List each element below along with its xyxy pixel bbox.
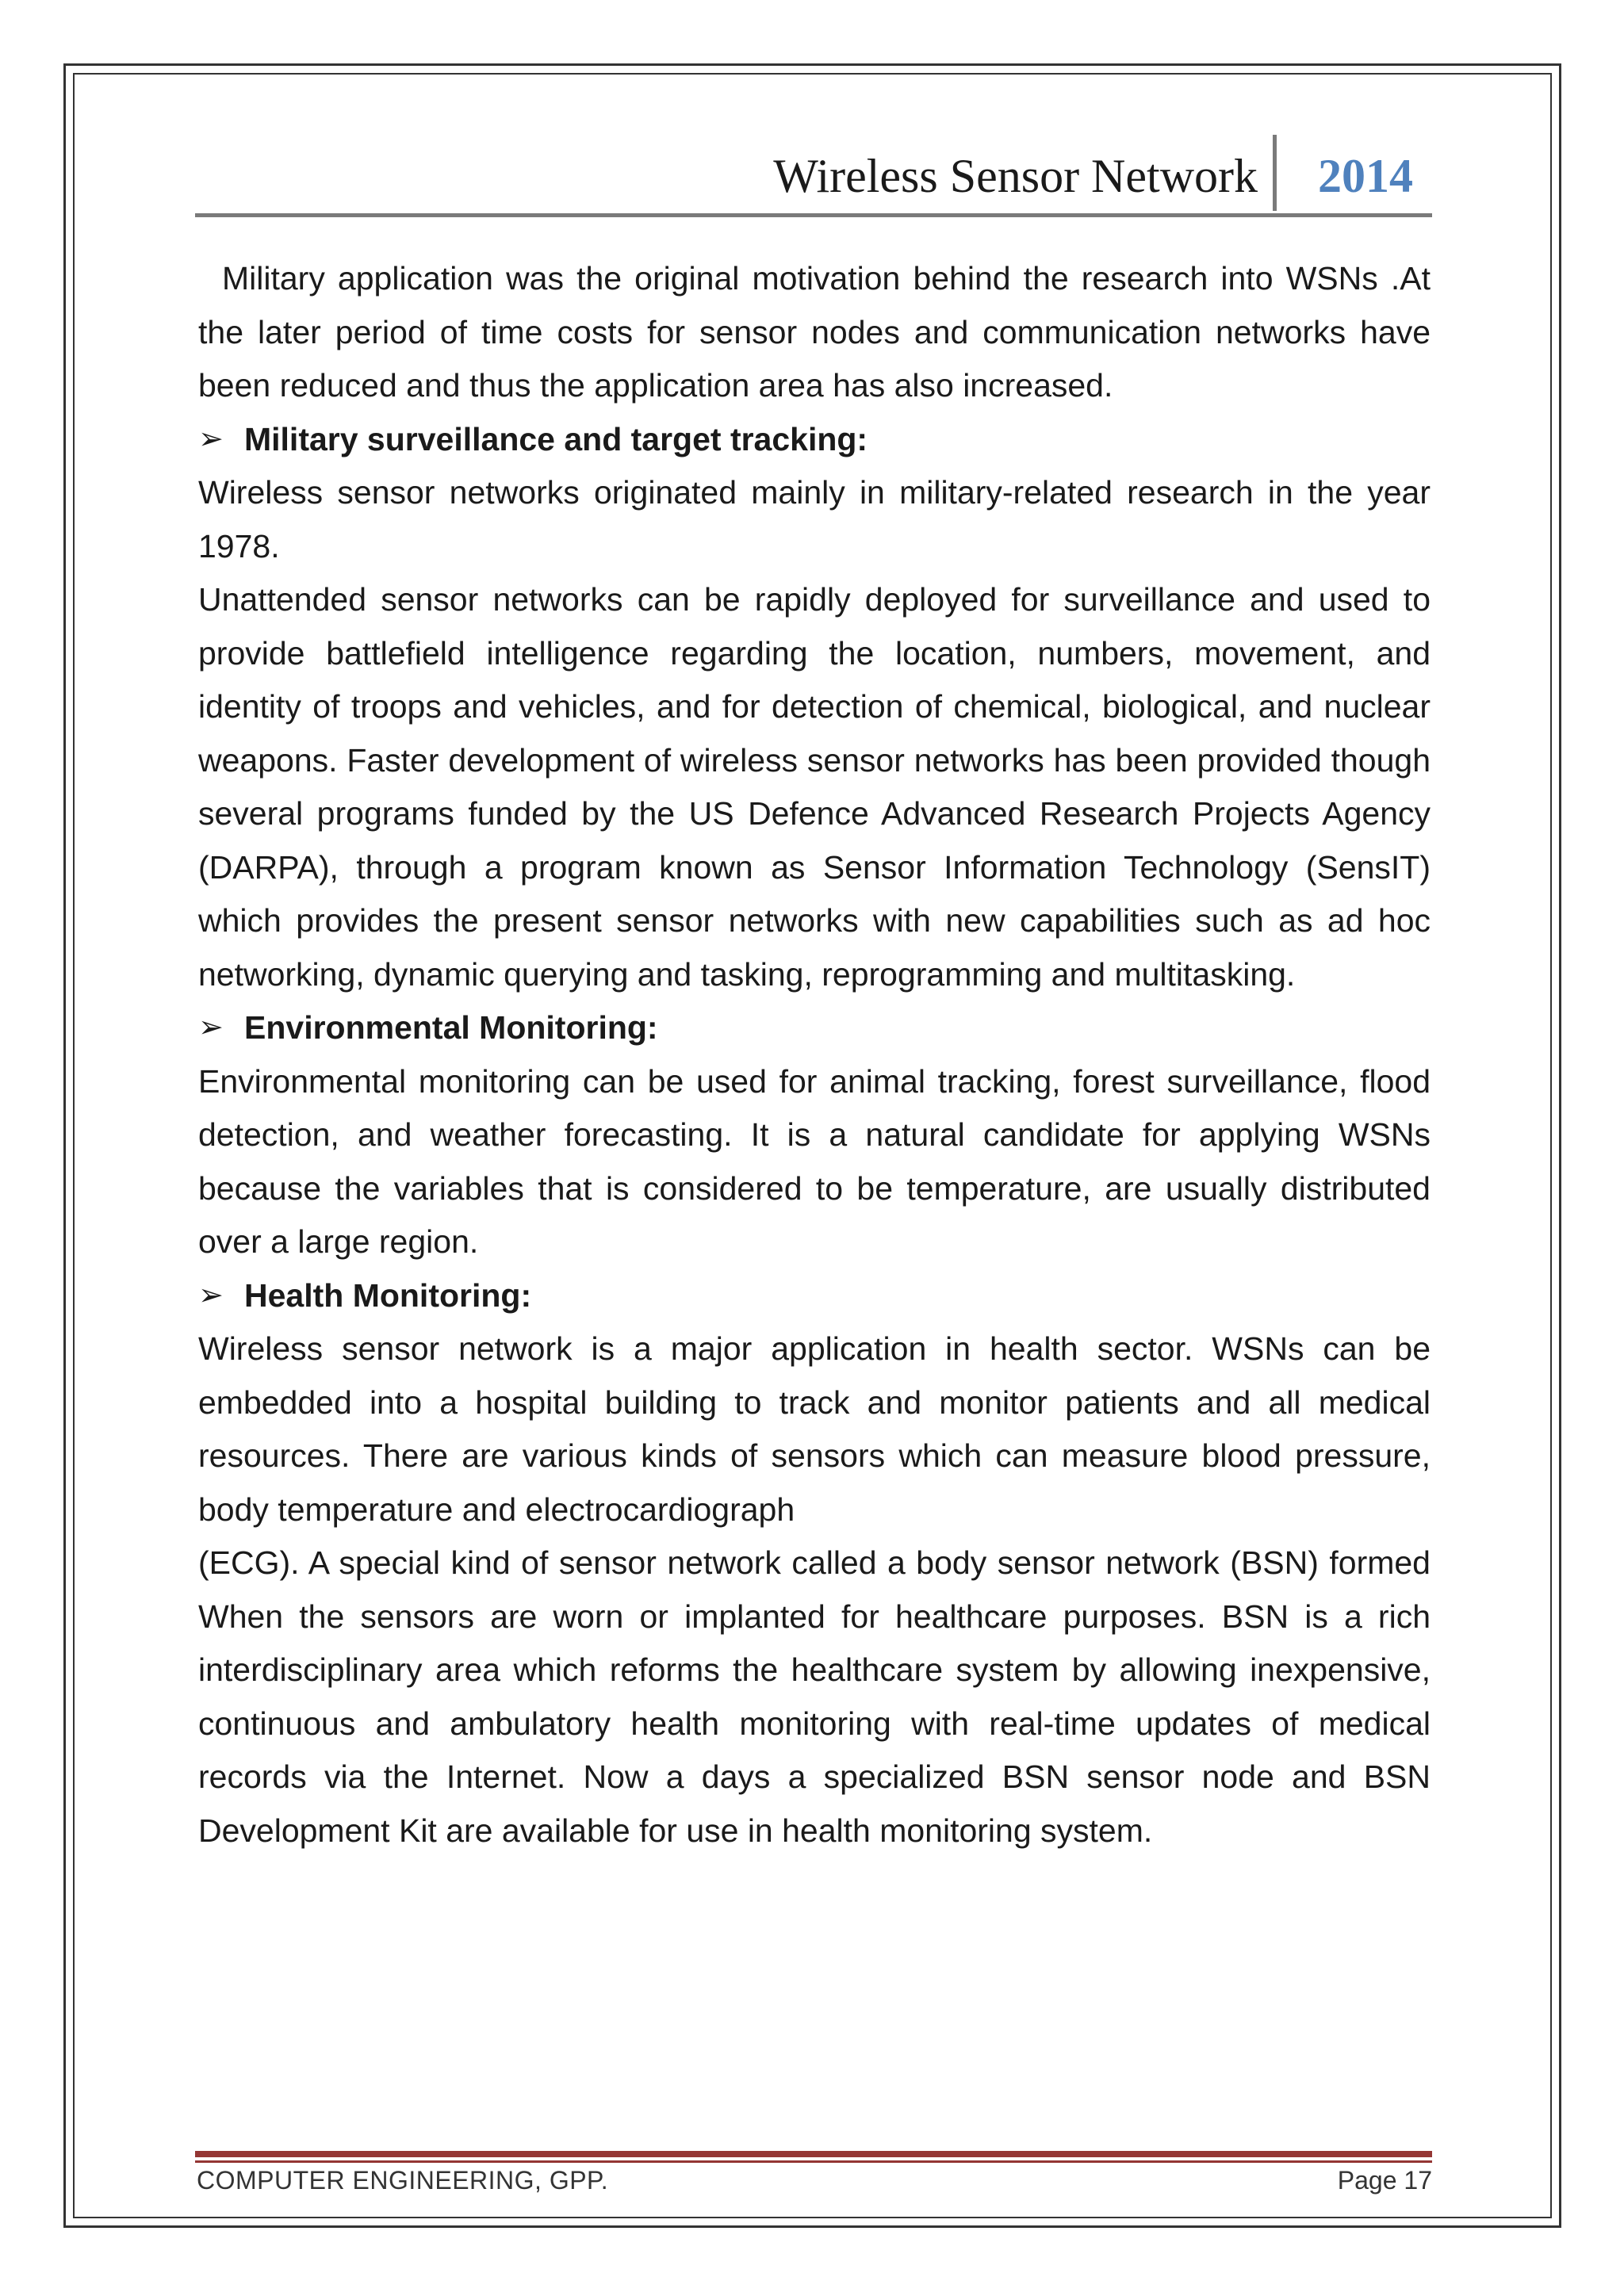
section-heading-military <box>198 413 1431 467</box>
header-title: Wireless Sensor Network <box>773 150 1258 202</box>
section-heading-text: Military surveillance and target tracking: <box>244 420 868 457</box>
paragraph: Wireless sensor networks originated mainly in military-related research in the year 1978. <box>198 474 1431 564</box>
section-heading-health <box>198 1269 1431 1323</box>
header-year: 2014 <box>1318 150 1413 202</box>
footer-page-number: Page 17 <box>1337 2166 1432 2195</box>
arrow-bullet-icon: ➢ <box>198 422 224 456</box>
arrow-bullet-icon: ➢ <box>198 1011 224 1044</box>
section-heading-text: Health Monitoring: <box>244 1276 532 1314</box>
header-divider <box>1273 135 1277 211</box>
section-heading-environmental <box>198 1001 1431 1055</box>
paragraph: (ECG). A special kind of sensor network called a body sensor network (BSN) formed When the sensors are worn or implanted for healthcare purposes. BSN is a rich interdisciplinary area which reforms the healthcare system by allowing inexpensive, continuous and ambulatory health monitoring with real-time updates of medical records via the Internet. Now a days a specialized BSN sensor node and BSN Development Kit are available for use in health monitoring system. <box>198 1544 1431 1849</box>
page-content <box>198 252 1431 1858</box>
footer-department: COMPUTER ENGINEERING, GPP. <box>197 2166 609 2195</box>
paragraph: Unattended sensor networks can be rapidly deployed for surveillance and used to provide battlefield intelligence regarding the location, numbers, movement, and identity of troops and vehicles, and for detection of chemical, biological, and nuclear weapons. Faster development of wireless sensor networks has been provided though several programs funded by the US Defence Advanced Research Projects Agency (DARPA), through a program known as Sensor Information Technology (SensIT) which provides the present sensor networks with new capabilities such as ad hoc networking, dynamic querying and tasking, reprogramming and multitasking. <box>198 581 1431 993</box>
intro-paragraph: Military application was the original motivation behind the research into WSNs .At the later period of time costs for sensor nodes and communication networks have been reduced and thus the application area has also increased. <box>198 260 1431 404</box>
paragraph: Wireless sensor network is a major application in health sector. WSNs can be embedded into a hospital building to track and monitor patients and all medical resources. There are various kinds of sensors which can measure blood pressure, body temperature and electrocardiograph <box>198 1330 1431 1528</box>
arrow-bullet-icon: ➢ <box>198 1278 224 1312</box>
paragraph: Environmental monitoring can be used for animal tracking, forest surveillance, flood detection, and weather forecasting. It is a natural candidate for applying WSNs because the variables that is considered to be temperature, are usually distributed over a large region. <box>198 1062 1431 1260</box>
section-heading-text: Environmental Monitoring: <box>244 1009 658 1046</box>
header-rule <box>195 213 1432 217</box>
footer-rule-thick <box>195 2151 1432 2157</box>
footer-rule-thin <box>195 2160 1432 2163</box>
page-header <box>195 135 1432 217</box>
